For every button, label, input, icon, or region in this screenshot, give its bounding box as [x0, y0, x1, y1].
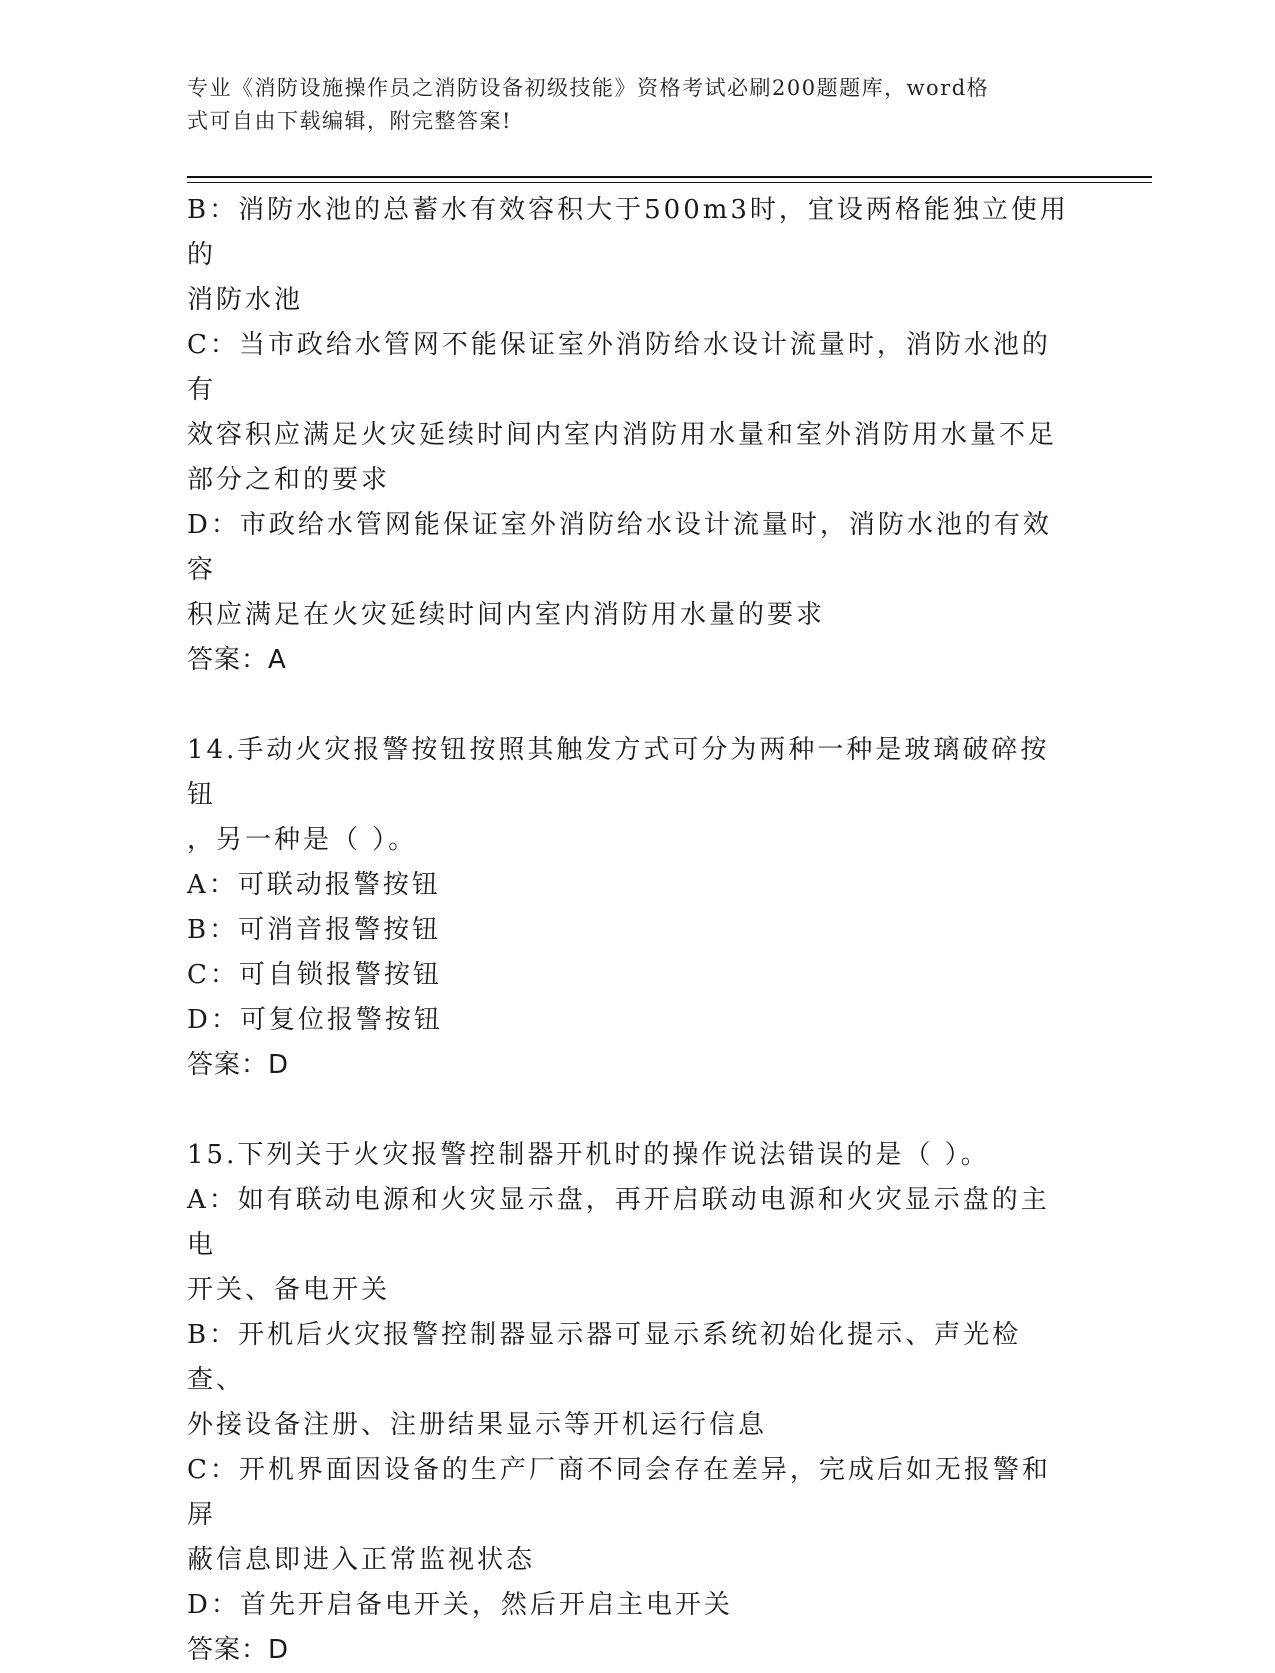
document-body — [187, 188, 1077, 1673]
q14-stem — [187, 728, 1077, 863]
q13-option-c-line-2: 效容积应满足火灾延续时间内室内消防用水量和室外消防用水量不足 — [187, 420, 1058, 450]
spacer — [187, 1088, 1077, 1133]
header-line-2: 式可自由下载编辑，附完整答案! — [187, 109, 512, 133]
document-header — [187, 72, 1067, 138]
q13-option-b — [187, 188, 1077, 323]
q14-stem-line-2: ，另一种是（ ）。 — [187, 825, 418, 855]
q15-option-a-line-1: A：如有联动电源和火灾显示盘，再开启联动电源和火灾显示盘的主电 — [187, 1185, 1050, 1260]
q15-option-a-line-2: 开关、备电开关 — [187, 1275, 391, 1305]
q15-option-c-line-1: C：开机界面因设备的生产厂商不同会存在差异，完成后如无报警和屏 — [187, 1455, 1051, 1530]
q15-option-b — [187, 1313, 1077, 1448]
q13-option-d-line-2: 积应满足在火灾延续时间内室内消防用水量的要求 — [187, 600, 826, 630]
q13-option-b-line-1: B：消防水池的总蓄水有效容积大于500m3时，宜设两格能独立使用的 — [187, 195, 1069, 270]
q13-option-c-line-1: C：当市政给水管网不能保证室外消防给水设计流量时，消防水池的有 — [187, 330, 1051, 405]
question-13-continued — [187, 188, 1077, 683]
question-14 — [187, 728, 1077, 1088]
q13-answer: 答案：A — [187, 645, 287, 675]
q14-option-c: C：可自锁报警按钮 — [187, 960, 442, 990]
q15-option-c — [187, 1448, 1077, 1583]
q13-option-d — [187, 503, 1077, 638]
question-15 — [187, 1133, 1077, 1673]
q13-option-d-line-1: D：市政给水管网能保证室外消防给水设计流量时，消防水池的有效容 — [187, 510, 1052, 585]
q15-option-d: D：首先开启备电开关，然后开启主电开关 — [187, 1590, 733, 1620]
q15-option-b-line-1: B：开机后火灾报警控制器显示器可显示系统初始化提示、声光检查、 — [187, 1320, 1022, 1395]
header-line-1: 专业《消防设施操作员之消防设备初级技能》资格考试必刷200题题库，word格 — [187, 76, 990, 100]
q15-option-a — [187, 1178, 1077, 1313]
q15-option-b-line-2: 外接设备注册、注册结果显示等开机运行信息 — [187, 1410, 768, 1440]
header-divider-thin — [187, 182, 1152, 183]
q14-answer: 答案：D — [187, 1050, 290, 1080]
q14-option-b: B：可消音报警按钮 — [187, 915, 442, 945]
q15-answer: 答案：D — [187, 1635, 290, 1665]
spacer — [187, 683, 1077, 728]
q15-option-c-line-2: 蔽信息即进入正常监视状态 — [187, 1545, 536, 1575]
q14-option-d: D：可复位报警按钮 — [187, 1005, 443, 1035]
q13-option-c — [187, 323, 1077, 503]
q15-stem: 15.下列关于火灾报警控制器开机时的操作说法错误的是（ ）。 — [187, 1140, 990, 1170]
header-divider-thick — [187, 176, 1152, 178]
q14-stem-line-1: 14.手动火灾报警按钮按照其触发方式可分为两种一种是玻璃破碎按钮 — [187, 735, 1050, 810]
q13-option-b-line-2: 消防水池 — [187, 285, 304, 315]
q13-option-c-line-3: 部分之和的要求 — [187, 465, 391, 495]
q14-option-a: A：可联动报警按钮 — [187, 870, 441, 900]
